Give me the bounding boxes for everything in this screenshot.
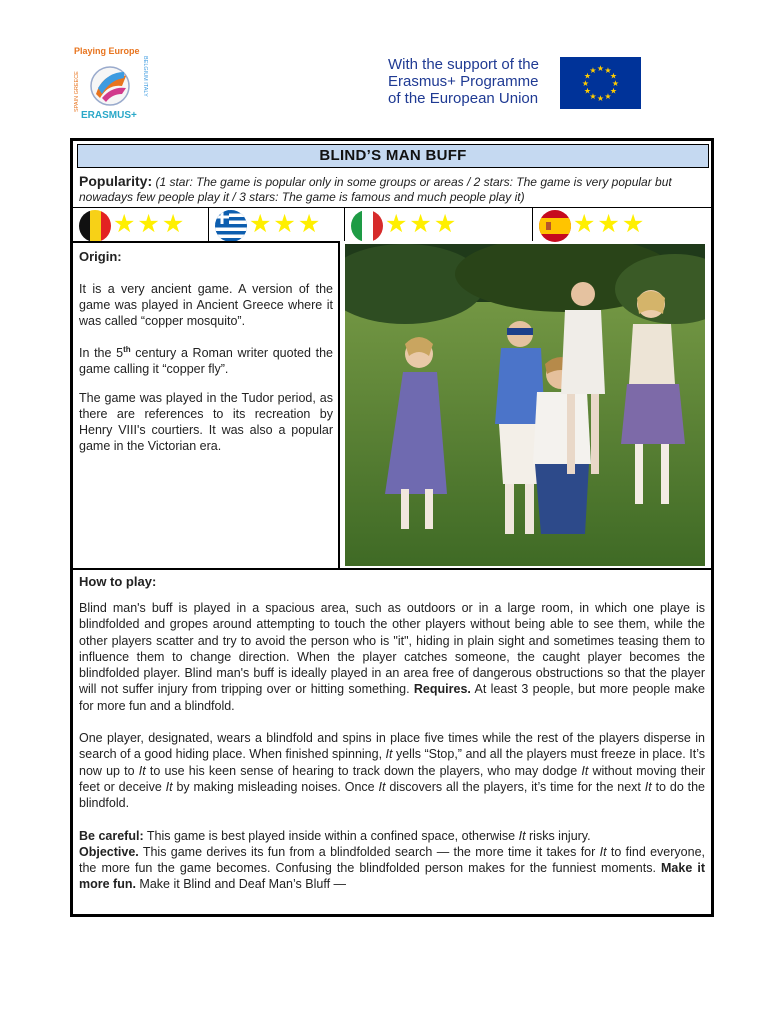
eu-star: ★ — [604, 91, 612, 101]
how-paragraph-1: Blind man's buff is played in a spacious area, such as outdoors or in a large room, in which one playe is blindfolded and gropes around attempting to touch the other players without being able to see them, while the other players scatter and try to avoid the person who is "it", hiding in plain sight and sometimes teasing them to influence them to change direction. When the player catches someone, the caught player becomes the blindfolded player. Blind man's buff is ideally played in an area free of dangerous obstructions so that the player will not suffer injury from tripping over or hitting something. Requires. At least 3 people, but more people make for more fun and a blindfold. — [79, 601, 705, 713]
popularity-label: Popularity: — [79, 173, 153, 189]
logo-right-text: BELGIUM ITALY — [142, 56, 148, 97]
stars-belgium: ★★★ — [113, 210, 187, 238]
eu-star: ★ — [583, 71, 592, 81]
game-card — [70, 138, 714, 917]
eu-star: ★ — [581, 79, 590, 88]
popularity-description: (1 star: The game is popular only in some groups or areas / 2 stars: The game is very popular but nowadays few people play it / 3 stars: The game is famous and much people play it) — [79, 175, 672, 204]
stars-greece: ★★★ — [249, 210, 323, 238]
rating-italy — [345, 208, 533, 241]
italy-flag-icon — [351, 210, 383, 242]
origin-paragraph-3: The game was played in the Tudor period, as there are references to its recreation by Henry VIII's courtiers. It was also a popular game in the Victorian era. — [79, 391, 333, 454]
country-ratings — [73, 207, 711, 241]
rating-spain — [533, 208, 711, 241]
eu-line-1: With the support of the — [388, 56, 539, 73]
how-paragraph-3: Be careful: This game is best played inside within a confined space, otherwise It risks injury. Objective. This game derives its fun from a blindfolded search — the more time it takes for It to find everyone, the more fun the game becomes. Confusing the blindfolded person makes for the funniest moments. Make it more fun. Make it Blind and Deaf Man’s Bluff — — [79, 828, 705, 892]
logo-left-text: SPAIN GREECE — [74, 71, 80, 112]
how-to-play-section — [73, 568, 711, 916]
eu-star: ★ — [583, 86, 592, 96]
how-paragraph-2: One player, designated, wears a blindfold and spins in place five times while the rest of the players disperse in search of a good hiding place. When finished spinning, It yells “Stop,” and all the players must freeze in place. It’s now up to It to use his keen sense of hearing to track down the players, who may dodge It without moving their feet or deceive It by making misleading noises. Once It discovers all the players, it’s time for the next It to do the blindfold. — [79, 731, 706, 811]
stars-italy: ★★★ — [385, 210, 459, 238]
game-title: BLIND’S MAN BUFF — [77, 144, 709, 168]
origin-section — [73, 241, 340, 568]
logo-top-text: Playing Europe — [74, 46, 140, 56]
eu-star: ★ — [589, 91, 597, 101]
eu-line-2: Erasmus+ Programme — [388, 73, 539, 90]
popularity-legend — [79, 174, 709, 205]
stars-spain: ★★★ — [573, 210, 647, 238]
greece-flag-icon — [215, 210, 247, 242]
eu-star: ★ — [604, 66, 612, 76]
eu-star: ★ — [596, 64, 605, 73]
rating-greece — [209, 208, 345, 241]
spain-flag-icon — [539, 210, 571, 242]
origin-heading: Origin: — [79, 249, 122, 264]
eu-line-3: of the European Union — [388, 90, 539, 107]
logo-bottom-text: ERASMUS+ — [81, 110, 137, 121]
eu-star: ★ — [611, 79, 620, 88]
rating-belgium — [73, 208, 209, 241]
eu-star: ★ — [589, 66, 597, 76]
eu-star: ★ — [609, 71, 618, 81]
children-playing-photo — [345, 244, 705, 566]
eu-star: ★ — [596, 94, 605, 103]
origin-text — [79, 281, 333, 467]
eu-star: ★ — [609, 86, 618, 96]
how-to-play-text — [79, 600, 705, 893]
belgium-flag-icon — [79, 210, 111, 242]
eu-flag-icon — [560, 57, 641, 109]
origin-paragraph-1: It is a very ancient game. A version of the game was played in Ancient Greece where it was called “copper mosquito”. — [79, 282, 333, 328]
playing-europe-logo — [72, 42, 152, 122]
origin-paragraph-2: In the 5th century a Roman writer quoted the game calling it “copper fly”. — [79, 345, 333, 377]
how-to-play-heading: How to play: — [79, 574, 157, 589]
eu-support-text — [388, 56, 558, 107]
